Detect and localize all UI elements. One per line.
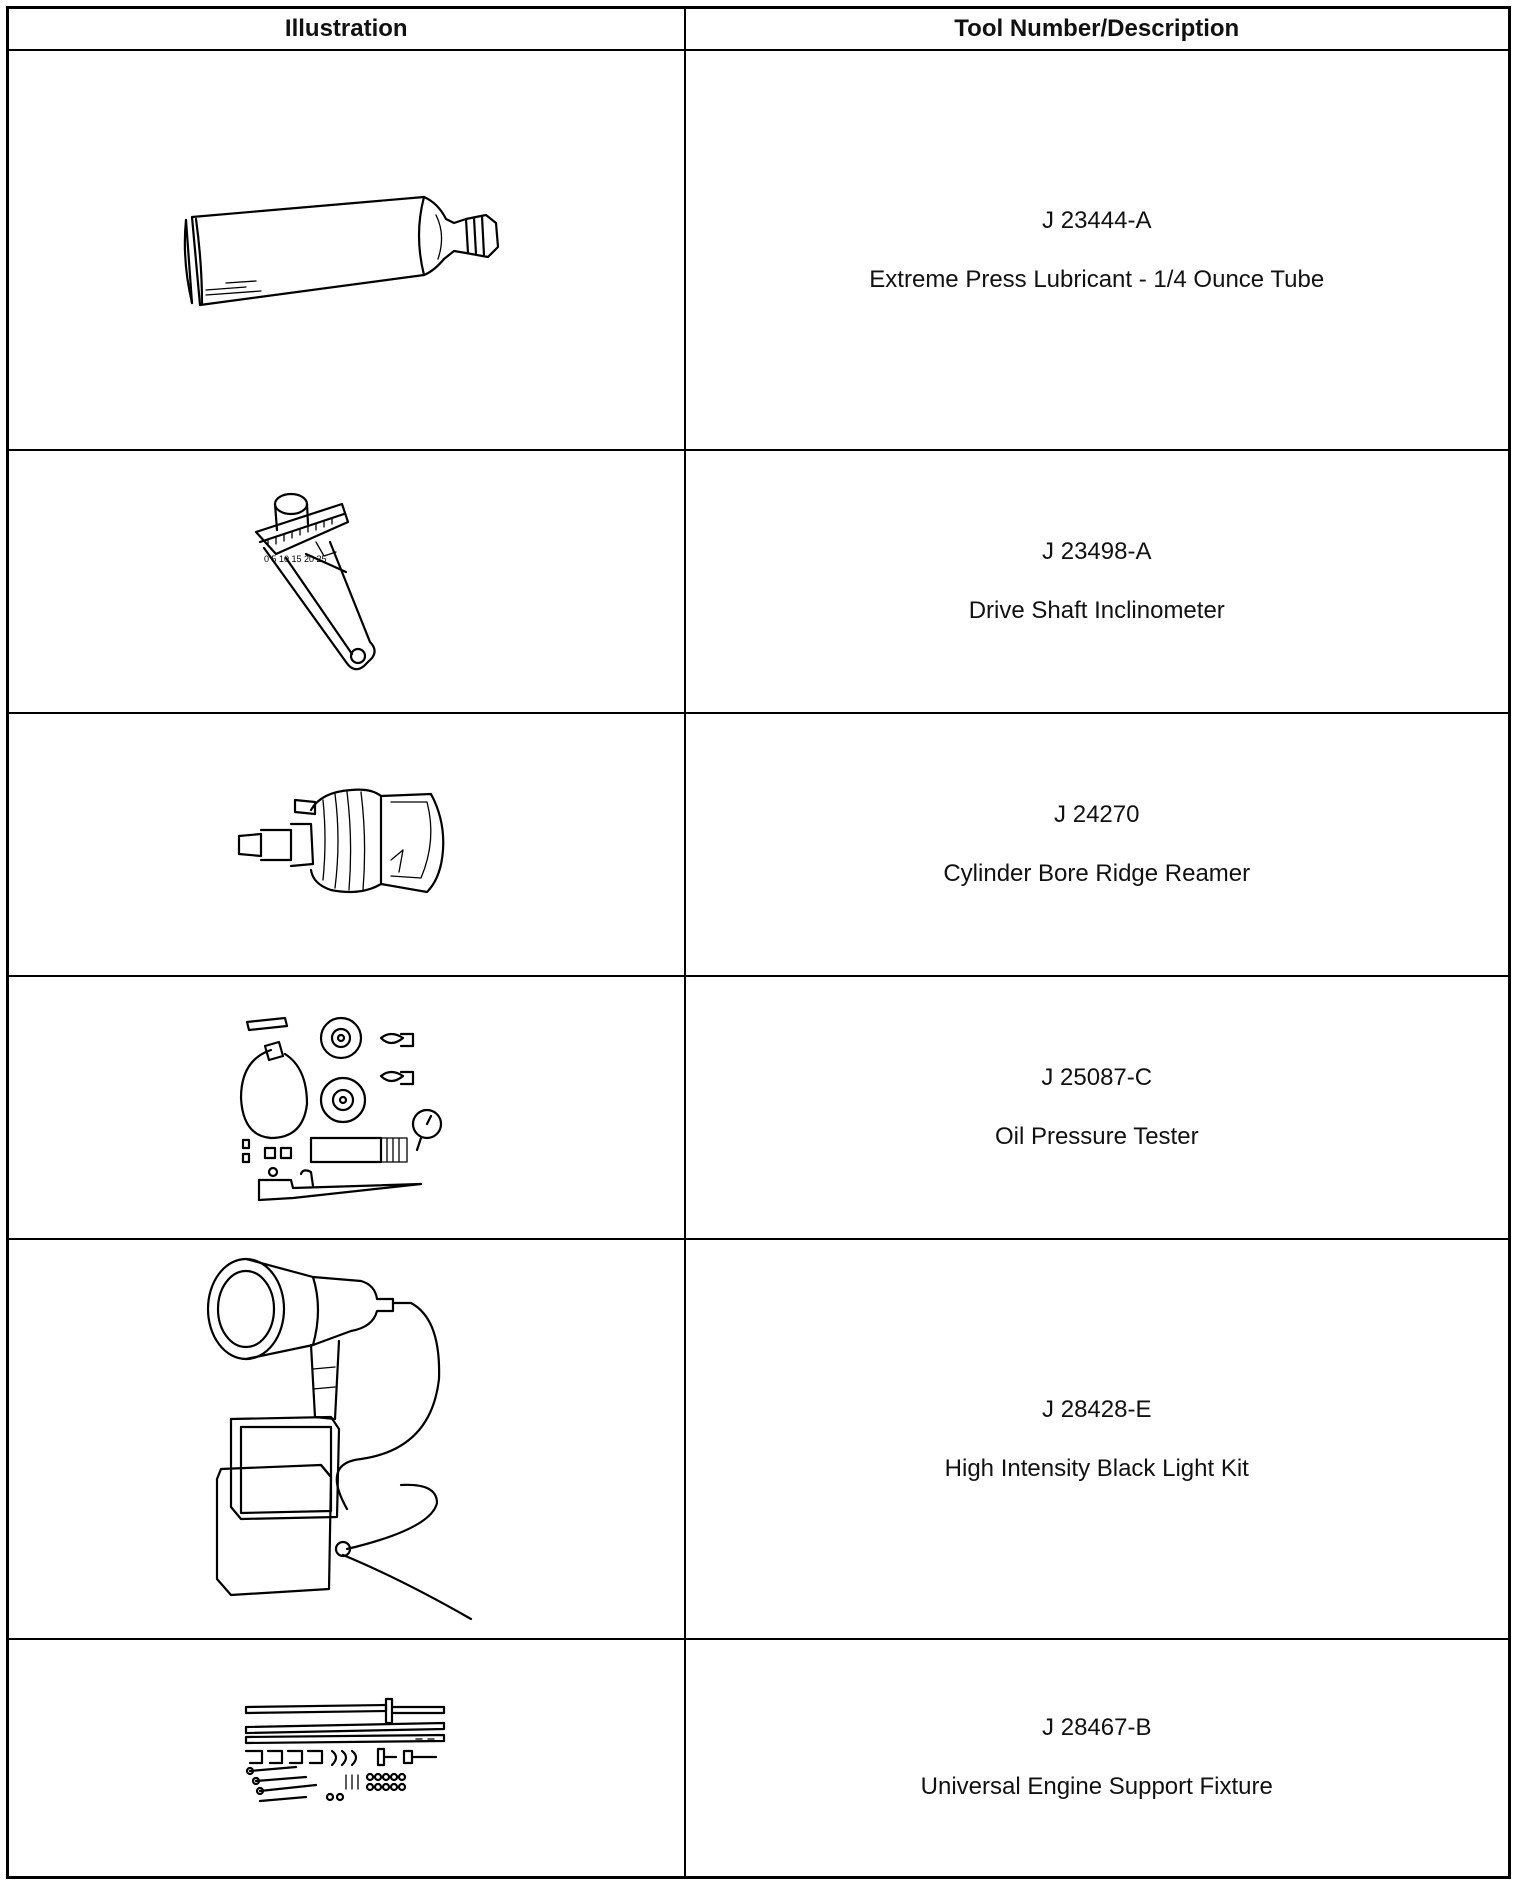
tool-header: Tool Number/Description (685, 8, 1510, 51)
table-row (8, 976, 1510, 1239)
lubricant-tube-icon (166, 185, 526, 315)
illustration-cell (8, 1639, 685, 1877)
illustration-cell (8, 1239, 685, 1639)
tool-cell (685, 1239, 1510, 1639)
tool-cell (685, 450, 1510, 713)
tool-description: Oil Pressure Tester (994, 1123, 1199, 1150)
ridge-reamer-icon (231, 780, 461, 910)
tool-description: Drive Shaft Inclinometer (968, 597, 1225, 624)
illustration-cell (8, 713, 685, 976)
table-row (8, 713, 1510, 976)
tool-number: J 23498-A (1042, 538, 1152, 565)
tool-number: J 23444-A (1042, 206, 1152, 234)
tool-number: J 28467-B (1042, 1714, 1152, 1742)
engine-support-fixture-icon (236, 1693, 456, 1823)
illustration-cell (8, 50, 685, 450)
header-row (8, 8, 1510, 51)
tool-description: Extreme Press Lubricant - 1/4 Ounce Tube (869, 265, 1325, 293)
tool-description: Cylinder Bore Ridge Reamer (943, 860, 1251, 887)
special-tools-table (6, 6, 1511, 1879)
table-row (8, 450, 1510, 713)
tool-cell (685, 50, 1510, 450)
tool-cell (685, 976, 1510, 1239)
tool-description: Universal Engine Support Fixture (920, 1773, 1273, 1801)
tool-description: High Intensity Black Light Kit (944, 1454, 1249, 1482)
table-row (8, 1639, 1510, 1877)
tool-cell (685, 1639, 1510, 1877)
black-light-kit-icon (201, 1249, 491, 1629)
tool-number: J 28428-E (1042, 1395, 1152, 1423)
table-row (8, 1239, 1510, 1639)
oil-pressure-tester-icon (231, 1008, 461, 1208)
tool-number: J 25087-C (1041, 1064, 1153, 1091)
svg-text:0 5 10 15 20 25: 0 5 10 15 20 25 (264, 553, 327, 564)
illustration-header: Illustration (8, 8, 685, 51)
illustration-cell (8, 450, 685, 713)
inclinometer-icon (246, 482, 446, 682)
table-row (8, 50, 1510, 450)
tool-number: J 24270 (1054, 801, 1140, 828)
illustration-cell (8, 976, 685, 1239)
tool-cell (685, 713, 1510, 976)
